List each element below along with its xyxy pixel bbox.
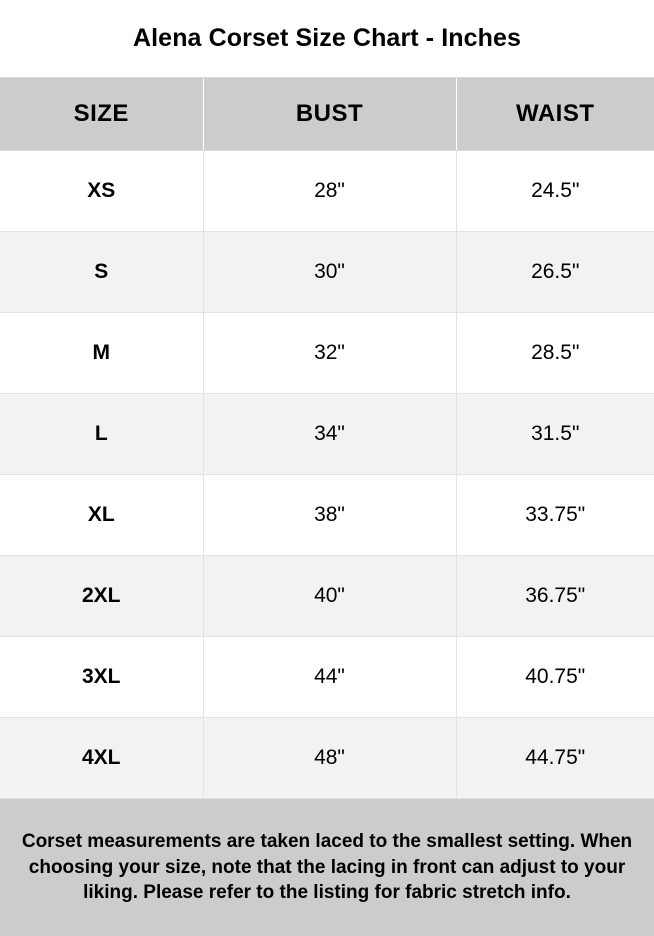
table-row [0, 637, 654, 718]
cell-size: XS [0, 151, 203, 232]
cell-size: XL [0, 475, 203, 556]
table-row [0, 718, 654, 799]
column-header-size: SIZE [0, 78, 203, 151]
table-header-row [0, 78, 654, 151]
cell-size: 2XL [0, 556, 203, 637]
table-header [0, 78, 654, 151]
cell-waist: 28.5" [456, 313, 654, 394]
cell-size: 4XL [0, 718, 203, 799]
cell-size: 3XL [0, 637, 203, 718]
table-body [0, 151, 654, 799]
table-row [0, 475, 654, 556]
size-chart-table [0, 78, 654, 799]
cell-bust: 30" [203, 232, 456, 313]
table-row [0, 556, 654, 637]
cell-bust: 40" [203, 556, 456, 637]
cell-waist: 33.75" [456, 475, 654, 556]
column-header-waist: WAIST [456, 78, 654, 151]
cell-bust: 44" [203, 637, 456, 718]
cell-bust: 34" [203, 394, 456, 475]
cell-bust: 32" [203, 313, 456, 394]
footnote-text: Corset measurements are taken laced to the smallest setting. When choosing your size, note that the lacing in front can adjust to your liking. Please refer to the listing for fabric stretch info. [0, 799, 654, 936]
table-row [0, 232, 654, 313]
cell-bust: 28" [203, 151, 456, 232]
cell-size: L [0, 394, 203, 475]
cell-bust: 48" [203, 718, 456, 799]
cell-waist: 36.75" [456, 556, 654, 637]
table-row [0, 394, 654, 475]
column-header-bust: BUST [203, 78, 456, 151]
cell-waist: 26.5" [456, 232, 654, 313]
page-title: Alena Corset Size Chart - Inches [0, 0, 654, 78]
table-row [0, 151, 654, 232]
table-row [0, 313, 654, 394]
cell-bust: 38" [203, 475, 456, 556]
cell-waist: 31.5" [456, 394, 654, 475]
cell-size: S [0, 232, 203, 313]
cell-size: M [0, 313, 203, 394]
cell-waist: 40.75" [456, 637, 654, 718]
cell-waist: 24.5" [456, 151, 654, 232]
cell-waist: 44.75" [456, 718, 654, 799]
